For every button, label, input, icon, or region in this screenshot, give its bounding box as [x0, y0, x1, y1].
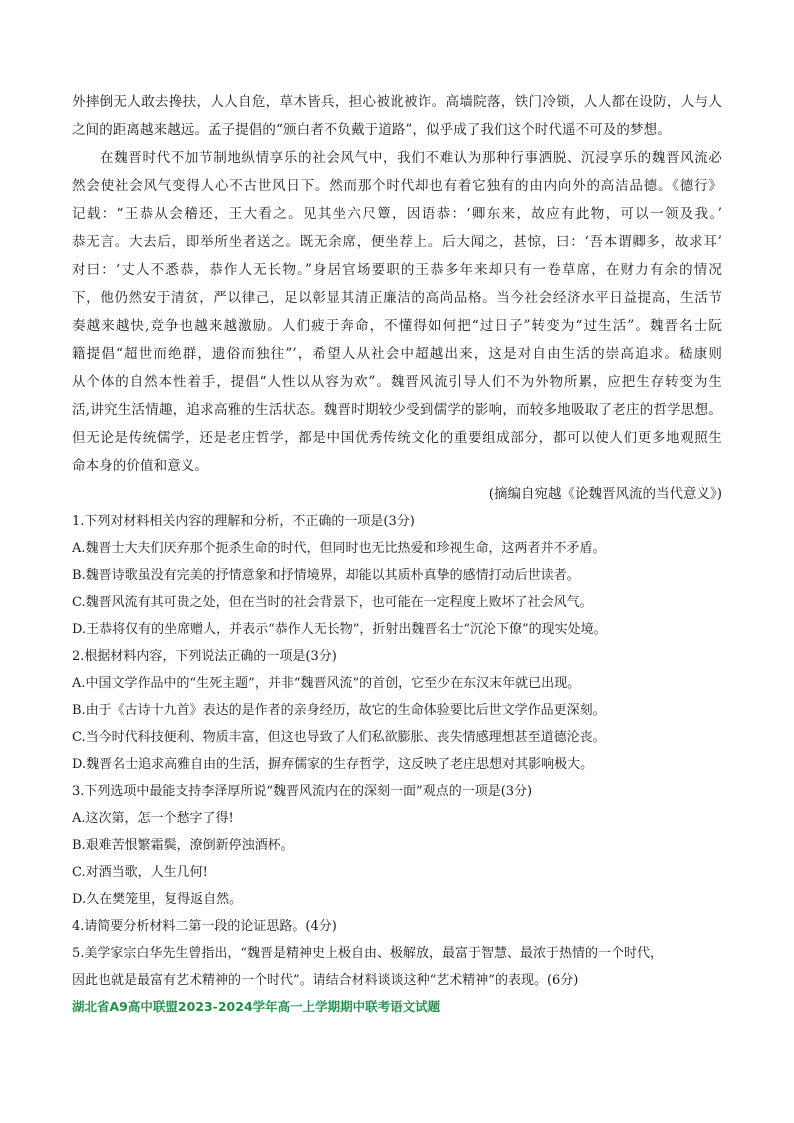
option-3a: A.这次第，怎一个愁字了得! [72, 811, 234, 826]
option-2d: D.魏晋名士追求高雅自由的生活，摒弃儒家的生存哲学，这反映了老庄思想对其影响极大。 [72, 757, 594, 772]
question-2: 2.根据材料内容，下列说法正确的一项是(3分) [72, 649, 337, 664]
text-line: 奏越来越快,竞争也越来越激励。人们疲于奔命，不懂得如何把“过日子”转变为“过生活”。魏晋名士阮 [72, 318, 722, 334]
option-3d: D.久在樊笼里，复得返自然。 [72, 892, 243, 907]
text-line: 之间的距离越来越远。孟子提倡的“颁白者不负戴于道路”，似乎成了我们这个时代遥不可及的梦想。 [72, 122, 671, 138]
text-line: 在魏晋时代不加节制地纵情享乐的社会风气中，我们不难认为那种行事洒脱、沉浸享乐的魏晋风流必 [100, 150, 722, 166]
text-line: 但无论是传统儒学，还是老庄哲学，都是中国优秀传统文化的重要组成部分，都可以使人们更多地观照生 [72, 430, 722, 446]
questions-section [72, 508, 722, 994]
option-3b: B.艰难苦恨繁霜鬓，潦倒新停浊酒杯。 [72, 838, 294, 853]
option-1a: A.魏晋士大夫们厌弃那个扼杀生命的时代，但同时也无比热爱和珍视生命，这两者并不矛盾。 [72, 541, 606, 556]
text-line: 命本身的价值和意义。 [72, 458, 208, 474]
question-5: 5.美学家宗白华先生曾指出，“魏晋是精神史上极自由、极解放，最富于智慧、最浓于热情的一个时代， [72, 946, 664, 961]
text-line: 对曰：‘丈人不悉恭，恭作人无长物。”身居官场要职的王恭多年来却只有一卷草席，在财力有余的情况 [72, 262, 722, 278]
option-2b: B.由于《古诗十九首》表达的是作者的亲身经历，故它的生命体验要比后世文学作品更深刻。 [72, 703, 606, 718]
exam-footer-title: 湖北省A9高中联盟2023-2024学年高一上学期期中联考语文试题 [72, 999, 441, 1014]
text-line: 活,讲究生活情趣，追求高雅的生活状态。魏晋时期较少受到儒学的影响，而较多地吸取了老庄的哲学思想。 [72, 402, 722, 418]
option-3c: C.对酒当歌，人生几何! [72, 865, 208, 880]
text-line: 记载：“王恭从会稽还，王大看之。见其坐六尺簟，因语恭：‘卿东来，故应有此物，可以一领及我。’ [72, 206, 722, 222]
document-content [72, 88, 722, 1020]
text-line: 籍提倡“超世而绝群，遗俗而独往”’，希望人从社会中超越出来，这是对自由生活的崇高追求。嵇康则 [72, 346, 722, 362]
paragraph-1 [72, 88, 722, 144]
question-1: 1.下列对材料相关内容的理解和分析，不正确的一项是(3分) [72, 514, 415, 529]
option-2a: A.中国文学作品中的“生死主题”，并非“魏晋风流”的首创，它至少在东汉末年就已出现。 [72, 676, 581, 691]
text-line: 外摔倒无人敢去搀扶，人人自危，草木皆兵，担心被讹被诈。高墙院落，铁门冷锁，人人都在设防，人与人 [72, 94, 722, 110]
text-line: 下，他仍然安于清贫，严以律己，足以彰显其清正廉洁的高尚品格。当今社会经济水平日益提高，生活节 [72, 290, 722, 306]
option-1b: B.魏晋诗歌虽没有完美的抒情意象和抒情境界，却能以其质朴真挚的感情打动后世读者。 [72, 568, 580, 583]
text-line: 然会使社会风气变得人心不古世风日下。然而那个时代却也有着它独有的由内向外的高洁品德。《德行》 [72, 178, 722, 194]
option-1d: D.王恭将仅有的坐席赠人，并表示“恭作人无长物”，折射出魏晋名士“沉沦下僚”的现实处境。 [72, 622, 607, 637]
text-line: 恭无言。大去后，即举所坐者送之。既无余席，便坐荐上。后大闻之，甚惊，曰：‘吾本谓卿多，故求耳’ [72, 234, 722, 250]
text-line: 从个体的自然本性着手，提倡“人性以从容为欢”。魏晋风流引导人们不为外物所累，应把生存转变为生 [72, 374, 722, 390]
option-2c: C.当今时代科技便利、物质丰富，但这也导致了人们私欲膨胀、丧失情感理想甚至道德沦丧。 [72, 730, 606, 745]
question-3: 3.下列选项中最能支持李泽厚所说“魏晋风流内在的深刻一面”观点的一项是(3分) [72, 784, 533, 799]
question-5-continued: 因此也就是最富有艺术精神的一个时代”。请结合材料谈谈这种“艺术精神”的表现。(6分) [72, 973, 579, 988]
option-1c: C.魏晋风流有其可贵之处，但在当时的社会背景下，也可能在一定程度上败坏了社会风气。 [72, 595, 593, 610]
source-citation: (摘编自宛越《论魏晋风流的当代意义》) [488, 486, 722, 502]
paragraph-2 [72, 144, 722, 480]
question-4: 4.请简要分析材料二第一段的论证思路。(4分) [72, 919, 337, 934]
